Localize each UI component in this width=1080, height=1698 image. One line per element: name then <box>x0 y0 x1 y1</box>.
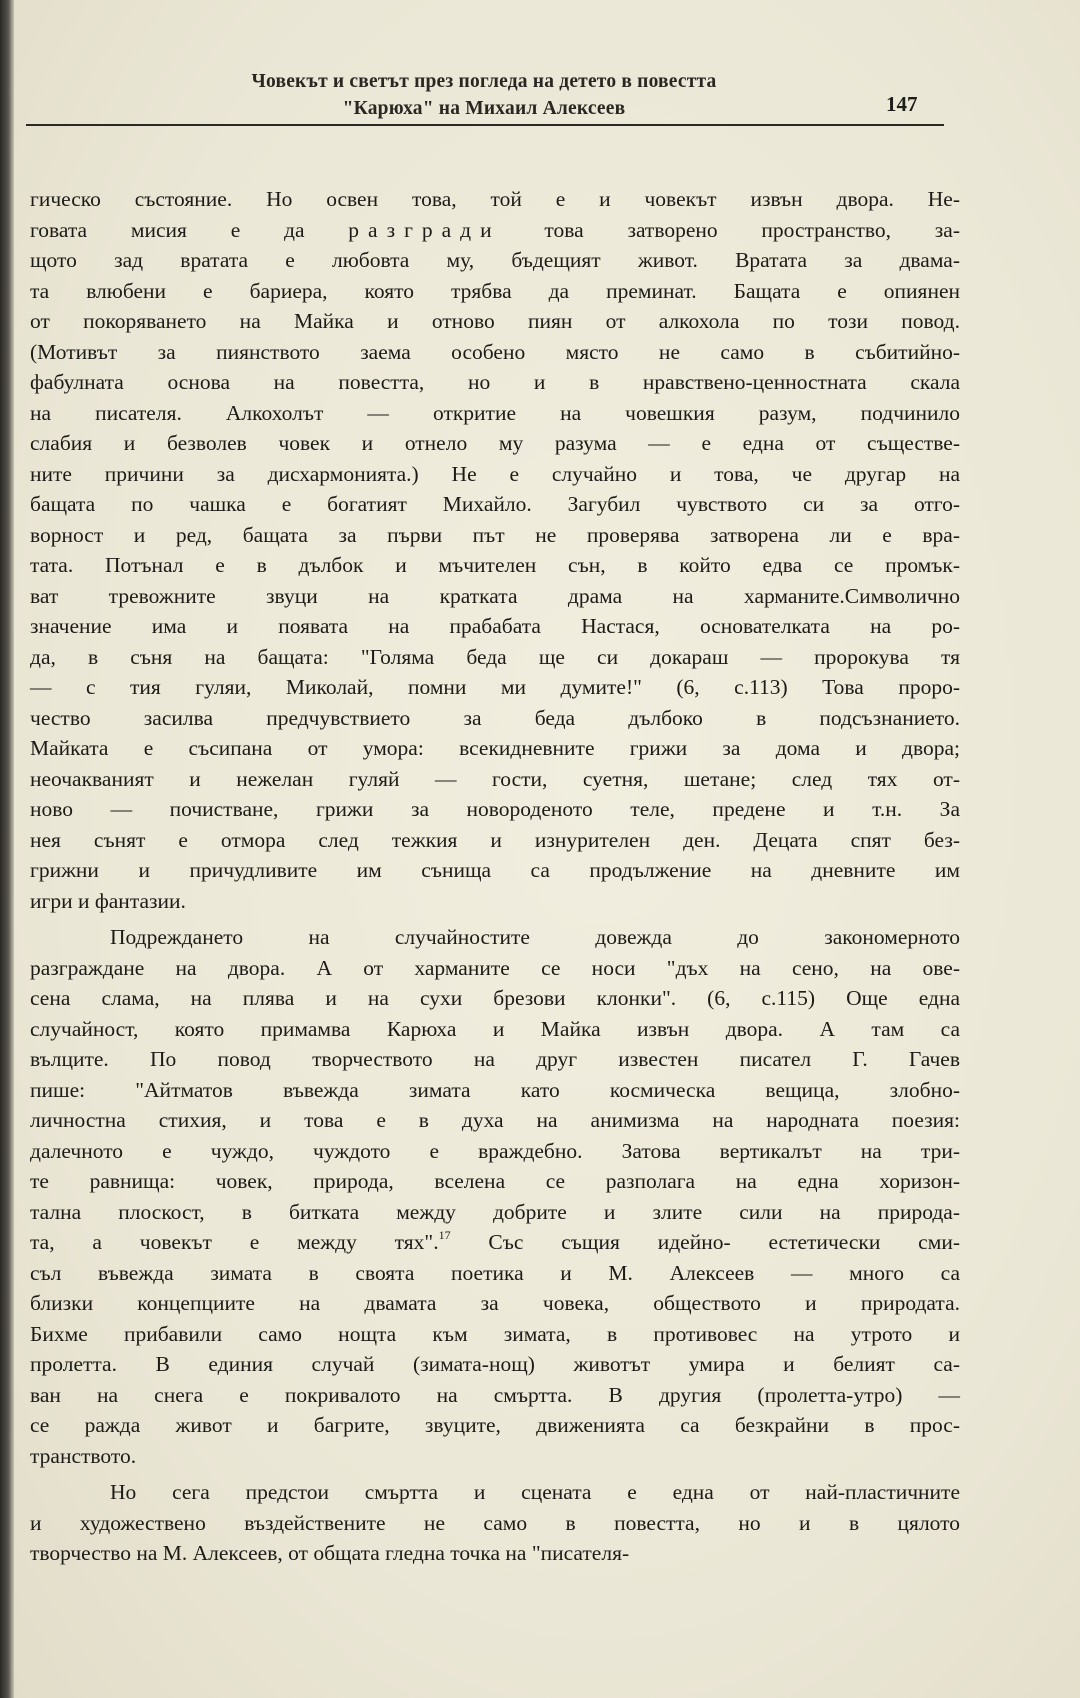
text-line: Бихме прибавили само нощта към зимата, в противовес на утрото и <box>30 1321 960 1346</box>
text-line: ворност и ред, бащата за първи път не проверява затворена ли е вра- <box>30 522 960 547</box>
text-line: игри и фантазии. <box>30 888 186 913</box>
text-line: щото зад вратата е любовта му, бъдещият живот. Вратата за двама- <box>30 248 960 272</box>
text-line: Майката е съсипана от умора: всекидневните грижи за дома и двора; <box>30 736 960 760</box>
text-line: от покоряването на Майка и отново пиян от алкохола по този повод. <box>30 309 960 333</box>
body-text <box>30 184 960 1569</box>
running-head-line-1: Човекът и светът през погледа на детето в повестта <box>251 71 717 92</box>
text-line: та, а човекът е между тях".$^{17}$ Със същия идейно- естетически сми- <box>30 1228 960 1254</box>
text-line: ват тревожните звуци на кратката драма на харманите.Символично <box>30 583 960 608</box>
text-line: грижни и причудливите им сънища са продължение на дневните им <box>30 858 960 882</box>
text-line: слабия и безволев човек и отнело му разума — е една от съществе- <box>30 431 960 455</box>
text-line: та влюбени е бариера, която трябва да преминат. Бащата е опиянен <box>30 278 960 303</box>
text-line: близки концепциите на двамата за човека, обществото и природата. <box>30 1291 960 1315</box>
text-line: говата мисия е да разгради това затворено пространство, за- <box>30 217 960 242</box>
text-line: ван на снега е покривалото на смъртта. В другия (пролетта-утро) — <box>30 1382 960 1407</box>
book-page <box>14 0 1080 1698</box>
text-line: се ражда живот и багрите, звуците, движенията са безкрайни в прос- <box>30 1413 960 1437</box>
text-line: пише: "Айтматов въвежда зимата като космическа вещица, злобно- <box>30 1077 960 1102</box>
text-line: значение има и появата на прабабата Настася, основателката на ро- <box>30 614 960 638</box>
text-line: те равнища: човек, природа, вселена се разполага на една хоризон- <box>30 1169 960 1193</box>
text-line: на писателя. Алкохолът — откритие на човешкия разум, подчинило <box>30 400 960 425</box>
text-line: пролетта. В единия случай (зимата-нощ) животът умира и белият са- <box>30 1352 960 1376</box>
paragraph <box>30 1477 960 1569</box>
text-line: (Мотивът за пиянството заема особено място не само в събитийно- <box>30 339 960 364</box>
emphasized-word: разгради <box>348 217 501 242</box>
header-rule <box>26 124 944 126</box>
text-line: Подреждането на случайностите довежда до закономерното <box>110 925 960 949</box>
text-line: вълците. По повод творчеството на друг известен писател Г. Гачев <box>30 1047 960 1071</box>
text-line: фабулната основа на повестта, но и в нравствено-ценностната скала <box>30 370 960 394</box>
text-line: тална плоскост, в битката между добрите и злите сили на природа- <box>30 1199 960 1224</box>
text-line: творчество на М. Алексеев, от общата гледна точка на "писателя- <box>30 1541 630 1565</box>
text-line: ните причини за дисхармонията.) Не е случайно и това, че другар на <box>30 461 960 486</box>
text-line: чество засилва предчувствието за беда дълбоко в подсъзнанието. <box>30 705 960 730</box>
text-line: тата. Потънал е в дълбок и мъчителен сън, в който едва се промък- <box>30 553 960 577</box>
text-line: — с тия гуляи, Миколай, помни ми думите!" (6, с.113) Това проро- <box>30 675 960 699</box>
paragraph <box>30 922 960 1471</box>
text-line: транството. <box>30 1443 137 1468</box>
text-line: нея сънят е отмора след тежкия и изнурителен ден. Децата спят без- <box>30 827 960 852</box>
text-line: ново — почистване, грижи за новороденото теле, предене и т.н. За <box>30 797 960 821</box>
text-line: сена слама, на плява и на сухи брезови клонки". (6, с.115) Още една <box>30 986 960 1010</box>
running-head <box>164 68 804 122</box>
text-line: да, в съня на бащата: "Голяма беда ще си докараш — пророкува тя <box>30 644 960 669</box>
paragraph <box>30 184 960 916</box>
text-line: и художествено въздействените не само в повестта, но и в цялото <box>30 1510 960 1535</box>
text-line: случайност, която примамва Карюха и Майка извън двора. А там са <box>30 1016 960 1041</box>
text-line: неочакваният и нежелан гуляй — гости, суетня, шетане; след тях от- <box>30 766 960 791</box>
page-number: 147 <box>886 92 918 116</box>
text-line: бащата по чашка е богатият Михайло. Загубил чувството си за отго- <box>30 492 960 516</box>
text-line: съл въвежда зимата в своята поетика и М. Алексеев — много са <box>30 1260 960 1285</box>
book-binding-edge <box>0 0 14 1698</box>
text-line: гическо състояние. Но освен това, той е и човекът извън двора. Не- <box>30 187 960 211</box>
text-line: далечното е чуждо, чуждото е враждебно. Затова вертикалът на три- <box>30 1138 960 1163</box>
running-head-line-2: "Карюха" на Михаил Алексеев <box>342 98 626 119</box>
text-line: Но сега предстои смъртта и сцената е една от най-пластичните <box>110 1480 960 1504</box>
text-line: разграждане на двора. А от харманите се носи "дъх на сено, на ове- <box>30 955 960 980</box>
text-line: личностна стихия, и това е в духа на анимизма на народната поезия: <box>30 1108 960 1132</box>
footnote-mark: 17 <box>438 1228 451 1242</box>
